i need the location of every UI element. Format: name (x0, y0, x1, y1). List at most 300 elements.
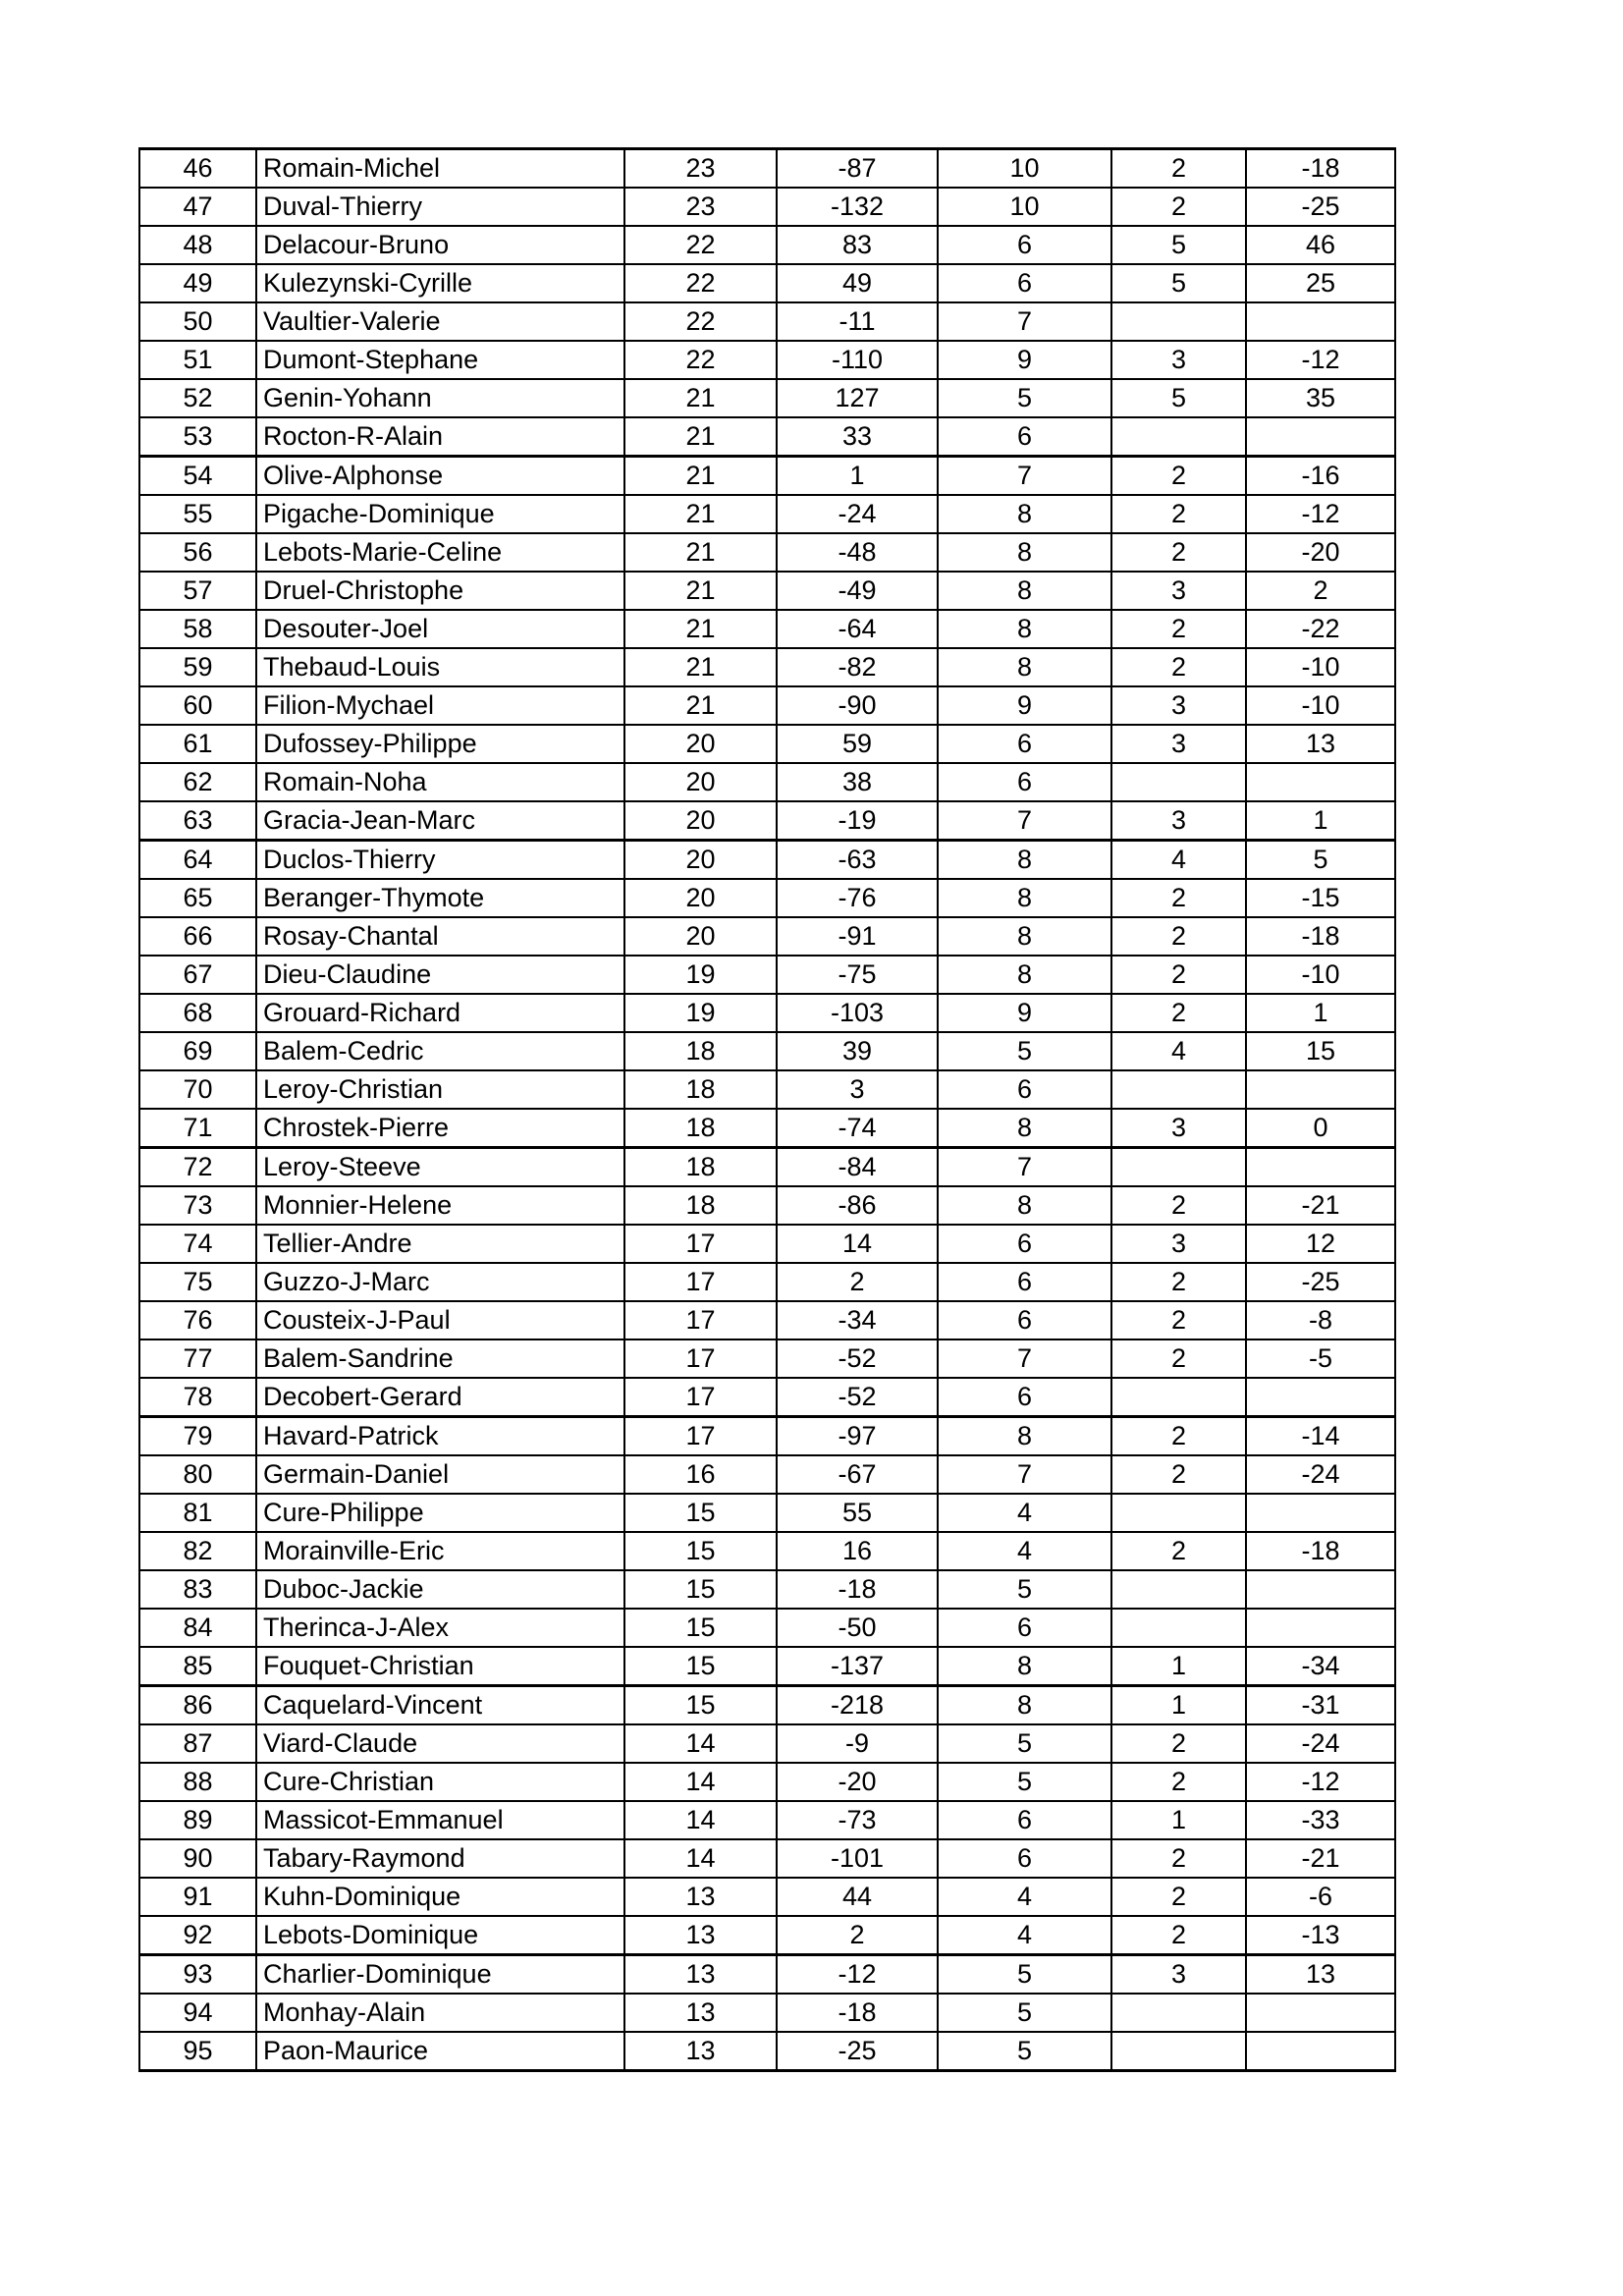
played-cell: 6 (938, 1070, 1111, 1109)
played-cell: 5 (938, 1955, 1111, 1995)
extra-cell (1111, 1070, 1246, 1109)
extra-cell (1111, 1570, 1246, 1609)
extra-diff-cell: -5 (1246, 1339, 1395, 1378)
extra-cell: 2 (1111, 994, 1246, 1032)
name-cell: Filion-Mychael (256, 686, 624, 725)
name-cell: Genin-Yohann (256, 379, 624, 417)
extra-cell: 3 (1111, 572, 1246, 610)
extra-diff-cell (1246, 1570, 1395, 1609)
extra-diff-cell: 35 (1246, 379, 1395, 417)
rank-cell: 71 (139, 1109, 256, 1148)
name-cell: Cousteix-J-Paul (256, 1301, 624, 1339)
table-row (139, 1186, 1395, 1225)
name-cell: Monhay-Alain (256, 1994, 624, 2032)
played-cell: 8 (938, 1686, 1111, 1725)
diff-cell: 44 (777, 1878, 938, 1916)
table-row (139, 188, 1395, 226)
name-cell: Guzzo-J-Marc (256, 1263, 624, 1301)
extra-cell (1111, 763, 1246, 801)
diff-cell: 2 (777, 1916, 938, 1955)
extra-cell: 2 (1111, 1417, 1246, 1456)
diff-cell: -64 (777, 610, 938, 648)
table-row (139, 149, 1395, 189)
extra-diff-cell: -12 (1246, 1763, 1395, 1801)
points-cell: 20 (624, 801, 777, 841)
extra-cell: 2 (1111, 1839, 1246, 1878)
name-cell: Dieu-Claudine (256, 956, 624, 994)
table-row (139, 1148, 1395, 1187)
played-cell: 5 (938, 379, 1111, 417)
diff-cell: 2 (777, 1263, 938, 1301)
points-cell: 18 (624, 1032, 777, 1070)
extra-cell: 2 (1111, 1878, 1246, 1916)
table-row (139, 1724, 1395, 1763)
extra-diff-cell: -16 (1246, 457, 1395, 496)
played-cell: 5 (938, 1570, 1111, 1609)
diff-cell: -73 (777, 1801, 938, 1839)
extra-cell: 1 (1111, 1801, 1246, 1839)
diff-cell: -48 (777, 533, 938, 572)
diff-cell: -75 (777, 956, 938, 994)
extra-diff-cell: -33 (1246, 1801, 1395, 1839)
points-cell: 17 (624, 1378, 777, 1417)
extra-cell (1111, 1378, 1246, 1417)
name-cell: Vaultier-Valerie (256, 302, 624, 341)
diff-cell: -132 (777, 188, 938, 226)
played-cell: 8 (938, 879, 1111, 917)
rank-cell: 84 (139, 1609, 256, 1647)
rank-cell: 81 (139, 1494, 256, 1532)
extra-cell: 2 (1111, 917, 1246, 956)
extra-cell (1111, 1609, 1246, 1647)
points-cell: 13 (624, 2032, 777, 2071)
extra-diff-cell: -18 (1246, 1532, 1395, 1570)
extra-cell: 2 (1111, 1339, 1246, 1378)
diff-cell: 59 (777, 725, 938, 763)
played-cell: 6 (938, 264, 1111, 302)
extra-cell: 2 (1111, 610, 1246, 648)
name-cell: Rosay-Chantal (256, 917, 624, 956)
played-cell: 6 (938, 1801, 1111, 1839)
diff-cell: -97 (777, 1417, 938, 1456)
name-cell: Viard-Claude (256, 1724, 624, 1763)
name-cell: Fouquet-Christian (256, 1647, 624, 1686)
ranking-table (138, 147, 1396, 2072)
points-cell: 21 (624, 648, 777, 686)
played-cell: 7 (938, 302, 1111, 341)
played-cell: 9 (938, 341, 1111, 379)
played-cell: 8 (938, 648, 1111, 686)
extra-diff-cell (1246, 1994, 1395, 2032)
extra-diff-cell: -22 (1246, 610, 1395, 648)
table-row (139, 686, 1395, 725)
name-cell: Charlier-Dominique (256, 1955, 624, 1995)
diff-cell: -9 (777, 1724, 938, 1763)
table-row (139, 1647, 1395, 1686)
points-cell: 17 (624, 1263, 777, 1301)
rank-cell: 88 (139, 1763, 256, 1801)
name-cell: Kulezynski-Cyrille (256, 264, 624, 302)
extra-diff-cell: 0 (1246, 1109, 1395, 1148)
table-row (139, 572, 1395, 610)
rank-cell: 93 (139, 1955, 256, 1995)
played-cell: 10 (938, 188, 1111, 226)
points-cell: 19 (624, 956, 777, 994)
played-cell: 4 (938, 1878, 1111, 1916)
rank-cell: 66 (139, 917, 256, 956)
rank-cell: 83 (139, 1570, 256, 1609)
extra-diff-cell: 46 (1246, 226, 1395, 264)
table-row (139, 1109, 1395, 1148)
points-cell: 20 (624, 917, 777, 956)
extra-diff-cell: -18 (1246, 149, 1395, 189)
extra-cell (1111, 1494, 1246, 1532)
extra-diff-cell: -14 (1246, 1417, 1395, 1456)
name-cell: Tabary-Raymond (256, 1839, 624, 1878)
extra-diff-cell: -18 (1246, 917, 1395, 956)
table-row (139, 994, 1395, 1032)
points-cell: 23 (624, 149, 777, 189)
diff-cell: -11 (777, 302, 938, 341)
diff-cell: -19 (777, 801, 938, 841)
points-cell: 23 (624, 188, 777, 226)
name-cell: Decobert-Gerard (256, 1378, 624, 1417)
extra-diff-cell (1246, 2032, 1395, 2071)
diff-cell: 14 (777, 1225, 938, 1263)
played-cell: 7 (938, 1455, 1111, 1494)
rank-cell: 62 (139, 763, 256, 801)
extra-cell: 2 (1111, 1455, 1246, 1494)
diff-cell: -84 (777, 1148, 938, 1187)
extra-diff-cell: 15 (1246, 1032, 1395, 1070)
rank-cell: 52 (139, 379, 256, 417)
name-cell: Monnier-Helene (256, 1186, 624, 1225)
extra-diff-cell (1246, 302, 1395, 341)
extra-cell: 2 (1111, 1724, 1246, 1763)
table-row (139, 1378, 1395, 1417)
extra-cell: 2 (1111, 879, 1246, 917)
name-cell: Morainville-Eric (256, 1532, 624, 1570)
points-cell: 21 (624, 495, 777, 533)
extra-diff-cell: 2 (1246, 572, 1395, 610)
name-cell: Duboc-Jackie (256, 1570, 624, 1609)
name-cell: Duval-Thierry (256, 188, 624, 226)
rank-cell: 76 (139, 1301, 256, 1339)
extra-diff-cell: -21 (1246, 1186, 1395, 1225)
table-row (139, 417, 1395, 457)
extra-diff-cell: 13 (1246, 725, 1395, 763)
name-cell: Thebaud-Louis (256, 648, 624, 686)
diff-cell: 38 (777, 763, 938, 801)
points-cell: 13 (624, 1878, 777, 1916)
extra-cell: 2 (1111, 1186, 1246, 1225)
points-cell: 15 (624, 1570, 777, 1609)
played-cell: 8 (938, 572, 1111, 610)
diff-cell: -49 (777, 572, 938, 610)
played-cell: 6 (938, 1378, 1111, 1417)
played-cell: 4 (938, 1916, 1111, 1955)
extra-diff-cell: -10 (1246, 956, 1395, 994)
points-cell: 21 (624, 457, 777, 496)
extra-diff-cell: -8 (1246, 1301, 1395, 1339)
extra-cell: 4 (1111, 1032, 1246, 1070)
rank-cell: 75 (139, 1263, 256, 1301)
played-cell: 9 (938, 686, 1111, 725)
name-cell: Duclos-Thierry (256, 841, 624, 880)
points-cell: 13 (624, 1916, 777, 1955)
table-row (139, 763, 1395, 801)
extra-diff-cell (1246, 417, 1395, 457)
diff-cell: -34 (777, 1301, 938, 1339)
rank-cell: 82 (139, 1532, 256, 1570)
diff-cell: -18 (777, 1570, 938, 1609)
rank-cell: 91 (139, 1878, 256, 1916)
rank-cell: 54 (139, 457, 256, 496)
played-cell: 8 (938, 1647, 1111, 1686)
played-cell: 4 (938, 1532, 1111, 1570)
diff-cell: 1 (777, 457, 938, 496)
diff-cell: -110 (777, 341, 938, 379)
diff-cell: -137 (777, 1647, 938, 1686)
rank-cell: 53 (139, 417, 256, 457)
extra-cell: 2 (1111, 188, 1246, 226)
diff-cell: -87 (777, 149, 938, 189)
table-row (139, 379, 1395, 417)
points-cell: 19 (624, 994, 777, 1032)
points-cell: 17 (624, 1339, 777, 1378)
extra-diff-cell: -34 (1246, 1647, 1395, 1686)
played-cell: 6 (938, 1609, 1111, 1647)
rank-cell: 60 (139, 686, 256, 725)
diff-cell: -103 (777, 994, 938, 1032)
name-cell: Olive-Alphonse (256, 457, 624, 496)
played-cell: 6 (938, 1225, 1111, 1263)
points-cell: 21 (624, 379, 777, 417)
extra-cell (1111, 1148, 1246, 1187)
rank-cell: 80 (139, 1455, 256, 1494)
diff-cell: -18 (777, 1994, 938, 2032)
diff-cell: -25 (777, 2032, 938, 2071)
points-cell: 18 (624, 1109, 777, 1148)
rank-cell: 79 (139, 1417, 256, 1456)
name-cell: Desouter-Joel (256, 610, 624, 648)
diff-cell: 127 (777, 379, 938, 417)
name-cell: Delacour-Bruno (256, 226, 624, 264)
played-cell: 7 (938, 1148, 1111, 1187)
extra-cell: 3 (1111, 686, 1246, 725)
table-row (139, 1070, 1395, 1109)
points-cell: 22 (624, 302, 777, 341)
rank-cell: 92 (139, 1916, 256, 1955)
diff-cell: -76 (777, 879, 938, 917)
table-row (139, 1225, 1395, 1263)
table-row (139, 1301, 1395, 1339)
rank-cell: 47 (139, 188, 256, 226)
extra-diff-cell: -20 (1246, 533, 1395, 572)
extra-diff-cell: -25 (1246, 188, 1395, 226)
extra-cell (1111, 2032, 1246, 2071)
played-cell: 8 (938, 917, 1111, 956)
extra-diff-cell: 13 (1246, 1955, 1395, 1995)
rank-cell: 90 (139, 1839, 256, 1878)
extra-cell: 1 (1111, 1647, 1246, 1686)
played-cell: 6 (938, 725, 1111, 763)
played-cell: 8 (938, 1109, 1111, 1148)
table-row (139, 302, 1395, 341)
name-cell: Lebots-Marie-Celine (256, 533, 624, 572)
extra-cell: 3 (1111, 341, 1246, 379)
played-cell: 8 (938, 610, 1111, 648)
rank-cell: 65 (139, 879, 256, 917)
table-row (139, 2032, 1395, 2071)
points-cell: 15 (624, 1686, 777, 1725)
points-cell: 13 (624, 1955, 777, 1995)
points-cell: 21 (624, 572, 777, 610)
diff-cell: 3 (777, 1070, 938, 1109)
points-cell: 18 (624, 1148, 777, 1187)
played-cell: 6 (938, 226, 1111, 264)
extra-diff-cell: -15 (1246, 879, 1395, 917)
extra-diff-cell: 25 (1246, 264, 1395, 302)
extra-cell: 2 (1111, 956, 1246, 994)
diff-cell: -12 (777, 1955, 938, 1995)
rank-cell: 63 (139, 801, 256, 841)
played-cell: 6 (938, 763, 1111, 801)
extra-diff-cell: -13 (1246, 1916, 1395, 1955)
table-row (139, 1339, 1395, 1378)
extra-cell: 2 (1111, 648, 1246, 686)
rank-cell: 61 (139, 725, 256, 763)
extra-cell: 5 (1111, 226, 1246, 264)
points-cell: 14 (624, 1763, 777, 1801)
diff-cell: -52 (777, 1339, 938, 1378)
extra-diff-cell: -6 (1246, 1878, 1395, 1916)
table-row (139, 1570, 1395, 1609)
points-cell: 22 (624, 341, 777, 379)
table-row (139, 1916, 1395, 1955)
points-cell: 21 (624, 686, 777, 725)
table-row (139, 1686, 1395, 1725)
points-cell: 14 (624, 1724, 777, 1763)
name-cell: Leroy-Steeve (256, 1148, 624, 1187)
played-cell: 5 (938, 1724, 1111, 1763)
table-row (139, 1263, 1395, 1301)
points-cell: 18 (624, 1070, 777, 1109)
rank-cell: 64 (139, 841, 256, 880)
played-cell: 9 (938, 994, 1111, 1032)
played-cell: 8 (938, 841, 1111, 880)
points-cell: 21 (624, 417, 777, 457)
rank-cell: 69 (139, 1032, 256, 1070)
played-cell: 6 (938, 1301, 1111, 1339)
name-cell: Dufossey-Philippe (256, 725, 624, 763)
rank-cell: 72 (139, 1148, 256, 1187)
points-cell: 13 (624, 1994, 777, 2032)
name-cell: Paon-Maurice (256, 2032, 624, 2071)
played-cell: 8 (938, 1186, 1111, 1225)
name-cell: Balem-Cedric (256, 1032, 624, 1070)
extra-diff-cell: -21 (1246, 1839, 1395, 1878)
extra-diff-cell (1246, 1378, 1395, 1417)
played-cell: 5 (938, 1032, 1111, 1070)
rank-cell: 58 (139, 610, 256, 648)
table-row (139, 917, 1395, 956)
played-cell: 8 (938, 1417, 1111, 1456)
extra-diff-cell: -12 (1246, 341, 1395, 379)
table-row (139, 1994, 1395, 2032)
table-row (139, 956, 1395, 994)
table-row (139, 1032, 1395, 1070)
diff-cell: -101 (777, 1839, 938, 1878)
extra-diff-cell: -24 (1246, 1455, 1395, 1494)
table-row (139, 1532, 1395, 1570)
name-cell: Cure-Philippe (256, 1494, 624, 1532)
points-cell: 22 (624, 226, 777, 264)
extra-diff-cell: 5 (1246, 841, 1395, 880)
played-cell: 7 (938, 457, 1111, 496)
table-row (139, 1494, 1395, 1532)
rank-cell: 77 (139, 1339, 256, 1378)
played-cell: 7 (938, 801, 1111, 841)
extra-cell: 2 (1111, 457, 1246, 496)
extra-cell: 5 (1111, 379, 1246, 417)
extra-cell (1111, 1994, 1246, 2032)
table-row (139, 226, 1395, 264)
diff-cell: 16 (777, 1532, 938, 1570)
extra-diff-cell (1246, 1494, 1395, 1532)
name-cell: Havard-Patrick (256, 1417, 624, 1456)
extra-diff-cell: -10 (1246, 686, 1395, 725)
name-cell: Cure-Christian (256, 1763, 624, 1801)
name-cell: Chrostek-Pierre (256, 1109, 624, 1148)
points-cell: 17 (624, 1417, 777, 1456)
table-body (139, 149, 1395, 2071)
extra-diff-cell (1246, 763, 1395, 801)
points-cell: 20 (624, 879, 777, 917)
extra-cell: 2 (1111, 1532, 1246, 1570)
name-cell: Therinca-J-Alex (256, 1609, 624, 1647)
diff-cell: -67 (777, 1455, 938, 1494)
played-cell: 5 (938, 1763, 1111, 1801)
name-cell: Massicot-Emmanuel (256, 1801, 624, 1839)
diff-cell: 83 (777, 226, 938, 264)
played-cell: 6 (938, 1263, 1111, 1301)
extra-cell (1111, 417, 1246, 457)
table-row (139, 1955, 1395, 1995)
extra-cell: 3 (1111, 725, 1246, 763)
rank-cell: 95 (139, 2032, 256, 2071)
diff-cell: -74 (777, 1109, 938, 1148)
extra-cell: 3 (1111, 1225, 1246, 1263)
table-row (139, 1763, 1395, 1801)
points-cell: 21 (624, 533, 777, 572)
name-cell: Lebots-Dominique (256, 1916, 624, 1955)
rank-cell: 74 (139, 1225, 256, 1263)
diff-cell: 55 (777, 1494, 938, 1532)
table-row (139, 1417, 1395, 1456)
table-row (139, 841, 1395, 880)
extra-diff-cell: -10 (1246, 648, 1395, 686)
points-cell: 18 (624, 1186, 777, 1225)
extra-diff-cell (1246, 1070, 1395, 1109)
rank-cell: 46 (139, 149, 256, 189)
name-cell: Druel-Christophe (256, 572, 624, 610)
name-cell: Gracia-Jean-Marc (256, 801, 624, 841)
extra-cell: 4 (1111, 841, 1246, 880)
extra-cell: 2 (1111, 1263, 1246, 1301)
table-row (139, 341, 1395, 379)
points-cell: 21 (624, 610, 777, 648)
